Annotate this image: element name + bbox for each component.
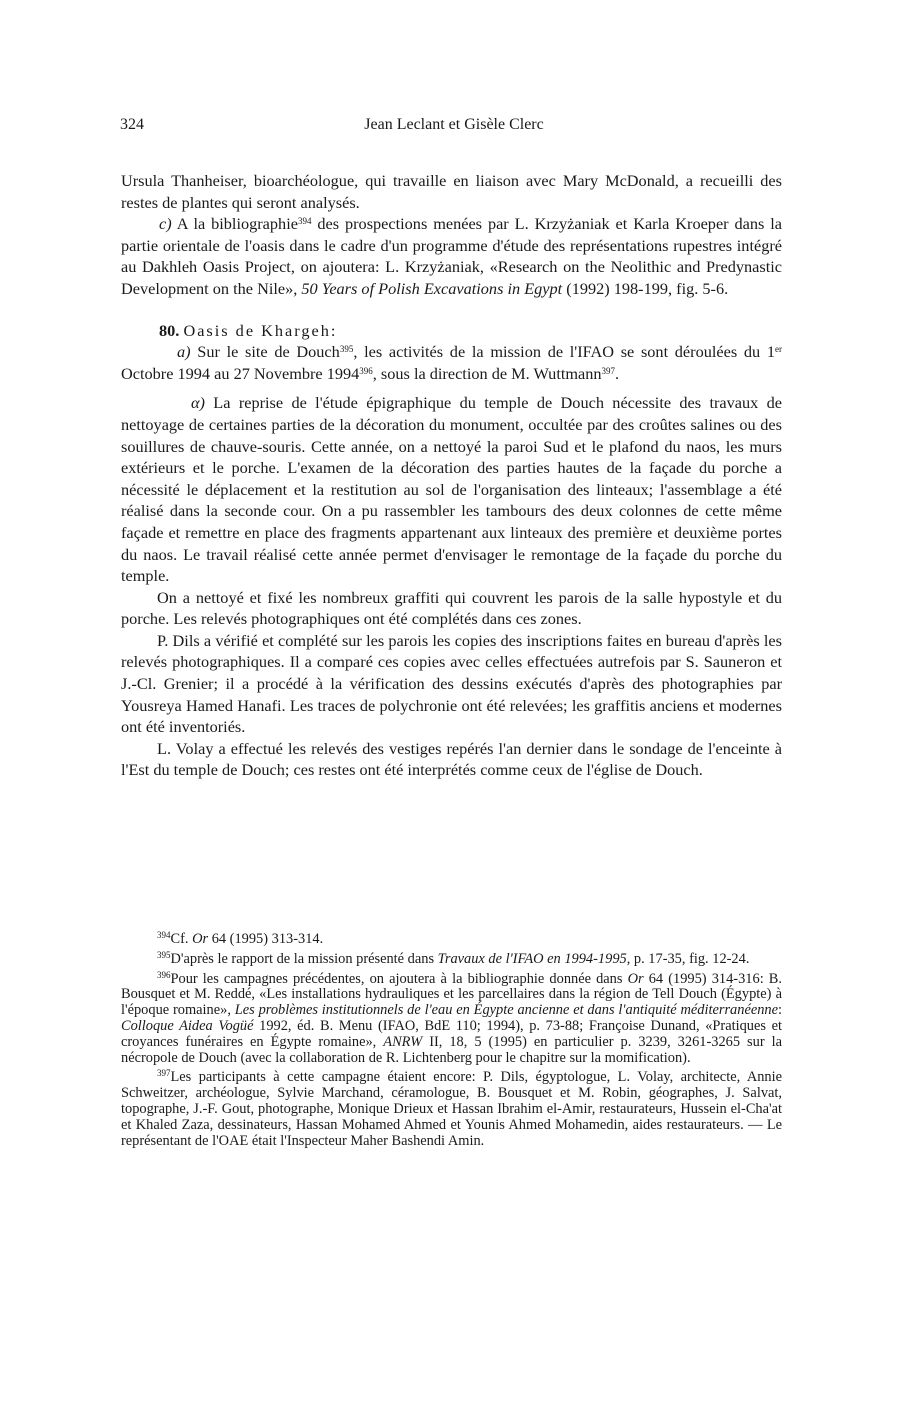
text-run: Octobre 1994 au 27 Novembre 1994 [121, 363, 360, 383]
text-run: D'après le rapport de la mission présenté dans [170, 950, 438, 967]
paragraph-1: Ursula Thanheiser, bioarchéologue, qui travaille en liaison avec Mary McDonald, a recueilli des restes de plantes qui seront analysés. [121, 171, 782, 212]
text-run: La reprise de l'étude épigraphique du temple de Douch nécessite des travaux de nettoyage de certaines parties de la décoration du monument, occultée par des croûtes salines ou des souillures de chauve-souris. Cette année, on a nettoyé la paroi Sud et le plafond du naos, les murs extérieurs et le porche. L'examen de la décoration des parties hautes de la façade du porche a nécessité le déplacement et la restitution au sol de l'organisation des linteaux; l'assemblage a été réalisé dans la seconde cour. On a pu rassembler les tambours des deux colonnes de cette même façade et remettre en place des fragments appartenant aux linteaux des première et deuxième portes du naos. Le travail réalisé cette année permet d'envisager le remontage de la façade du porche du temple. [121, 393, 782, 586]
text-run: Cf. [170, 931, 193, 947]
text-run: . [615, 363, 620, 383]
text-run: des prospections menées par L. Krzyżaniak et Karla Kroeper dans la partie orientale de l'oasis dans le cadre d'un programme d'étude des représentations rupestres intégré au Dakhleh Oasis Project, on ajoutera: L. Krzyżaniak, «Research on the Neolithic and Predynastic Development on the Nile», [121, 214, 783, 298]
list-marker: α) [191, 393, 205, 413]
text-run: Sur le site de Douch [190, 342, 340, 362]
list-marker: c) [159, 214, 172, 234]
text-run: 1992, éd. B. Menu (IFAO, BdE 110; 1994), p. 73-88; Françoise Dunand, «Pratiques et croyances funéraires en Égypte romaine», [121, 1017, 783, 1050]
text-run: , p. 17-35, fig. 12-24. [626, 950, 750, 967]
footnote-number: 394 [157, 930, 171, 940]
footnote-number: 396 [157, 969, 171, 980]
page-header [120, 116, 788, 140]
text-run: 64 (1995) 313-314. [208, 931, 324, 947]
publication-title: Colloque Aidea Vogüé [121, 1017, 254, 1034]
section-heading [121, 320, 782, 342]
list-marker: a) [177, 342, 191, 362]
footnote-ref-397[interactable]: 397 [601, 365, 616, 376]
footnote-ref-394[interactable]: 394 [297, 216, 312, 227]
paragraph-2 [121, 213, 782, 299]
text-run: A la bibliographie [176, 214, 298, 234]
text-run: (1992) 198-199, fig. 5-6. [562, 278, 729, 298]
section-title: Oasis de Khargeh: [183, 320, 338, 340]
footnote-397 [121, 1070, 782, 1149]
publication-title: ANRW [383, 1033, 423, 1050]
paragraph-6: P. Dils a vérifié et complété sur les parois les copies des inscriptions faites en bureau d'après les relevés photographiques. Il a comparé ces copies avec celles effectuées autrefois par S. Sauneron et J.-Cl. Grenier; il a procédé à la vérification des dessins exécutés d'après des photographies par Yousreya Hamed Hanafi. Les traces de polychronie ont été relevées; les graffitis anciens et modernes ont été inventoriés. [121, 630, 782, 737]
main-text [121, 170, 782, 781]
running-title: Jean Leclant et Gisèle Clerc [364, 116, 544, 133]
footnotes [121, 932, 782, 1153]
footnote-number: 395 [157, 949, 171, 960]
text-run: II, 18, 5 (1995) en particulier p. 3239, 3261-3265 sur la nécropole de Douch (avec la collaboration de R. Lichtenberg pour le chapitre sur la momification). [121, 1033, 782, 1066]
footnote-394 [121, 932, 782, 948]
footnote-number: 397 [157, 1068, 171, 1079]
publication-title: Les problèmes institutionnels de l'eau en Égypte ancienne et dans l'antiquité méditerranéenne [234, 1002, 778, 1019]
text-run: : [778, 1002, 782, 1019]
paragraph-7: L. Volay a effectué les relevés des vestiges repérés l'an dernier dans le sondage de l'enceinte à l'Est du temple de Douch; ces restes ont été interprétés comme ceux de l'église de Douch. [121, 738, 782, 780]
page-number: 324 [120, 116, 144, 133]
footnote-395 [121, 949, 782, 968]
footnote-ref-396[interactable]: 396 [359, 365, 373, 376]
text-run: Les participants à cette campagne étaient encore: P. Dils, égyptologue, L. Volay, architecte, Annie Schweitzer, archéologue, Sylvie Marchand, céramologue, B. Bousquet et M. Robin, géographes, J. Salvat, topographe, J.-F. Gout, photographe, Monique Drieux et Hassan Ibrahim el-Amir, restaurateurs, Hussein el-Cha'at et Khaled Zaza, dessinateurs, Hassan Mohamed Ahmed et Younis Ahmed Mohamedin, aides restaurateurs. — Le représentant de l'OAE était l'Inspecteur Maher Bashendi Amin. [121, 1069, 782, 1149]
text-run: , sous la direction de M. Wuttmann [372, 363, 602, 383]
publication-title: Or [627, 970, 644, 987]
publication-title: Travaux de l'IFAO en 1994-1995 [437, 950, 627, 967]
publication-title: Or [192, 931, 209, 947]
footnote-ref-395[interactable]: 395 [339, 344, 354, 355]
footnote-396 [121, 969, 783, 1067]
paragraph-5: On a nettoyé et fixé les nombreux graffiti qui couvrent les parois de la salle hypostyle et du porche. Les relevés photographiques ont été complétés dans ces zones. [121, 587, 782, 629]
publication-title: 50 Years of Polish Excavations in Egypt [301, 278, 563, 298]
paragraph-4 [121, 392, 782, 586]
text-run: 64 (1995) 314-316: B. Bousquet et M. Reddé, «Les installations hydrauliques et les parcellaires dans la région de Tell Douch (Égypte) à l'époque romaine», [121, 970, 783, 1019]
text-run: , les activités de la mission de l'IFAO se sont déroulées du 1 [353, 342, 775, 362]
ordinal-suffix: er [775, 344, 782, 355]
section-number: 80. [159, 320, 180, 340]
paragraph-3 [121, 341, 782, 384]
text-run: Pour les campagnes précédentes, on ajoutera à la bibliographie donnée dans [170, 970, 628, 987]
